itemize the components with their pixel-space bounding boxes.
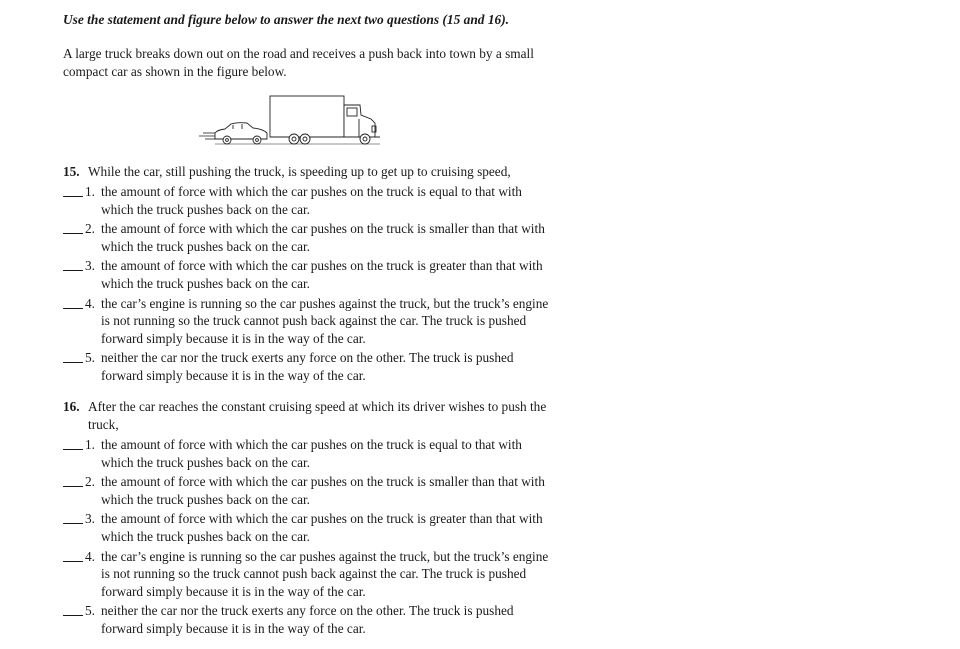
answer-choice <box>63 473 553 508</box>
answer-choices <box>63 436 553 638</box>
answer-blank[interactable] <box>63 196 83 197</box>
choice-text: neither the car nor the truck exerts any force on the other. The truck is pushed forward simply because it is in the way of the car. <box>101 603 514 636</box>
choice-number: 2. <box>85 474 95 490</box>
answer-choices <box>63 183 553 385</box>
answer-choice <box>63 436 553 471</box>
choice-number: 1. <box>85 437 95 452</box>
answer-blank[interactable] <box>63 233 83 234</box>
choice-number: 3. <box>85 258 95 274</box>
answer-choice <box>63 602 553 637</box>
question-stem <box>63 398 553 434</box>
choice-text: the car’s engine is running so the car pushes against the truck, but the truck’s engine is not running so the truck cannot push back against the car. The truck is pushed forward simply because it is in the way of the car. <box>101 295 549 346</box>
choice-text: the amount of force with which the car pushes on the truck is smaller than that with which the truck pushes back on the car. <box>101 221 545 254</box>
choice-number: 5. <box>85 350 95 366</box>
choice-number: 4. <box>85 548 95 564</box>
car-pushing-truck-figure <box>195 93 385 148</box>
problem-statement: A large truck breaks down out on the road and receives a push back into town by a small compact car as shown in the figure below. <box>63 46 534 79</box>
question-16 <box>63 398 553 640</box>
choice-number: 3. <box>85 511 95 527</box>
answer-choice <box>63 295 553 348</box>
answer-blank[interactable] <box>63 362 83 363</box>
choice-text: the amount of force with which the car pushes on the truck is smaller than that with which the truck pushes back on the car. <box>101 474 545 507</box>
answer-blank[interactable] <box>63 615 83 616</box>
answer-choice <box>63 548 553 601</box>
truck-icon <box>270 96 380 144</box>
answer-blank[interactable] <box>63 561 83 562</box>
choice-text: the amount of force with which the car pushes on the truck is greater than that with which the truck pushes back on the car. <box>101 258 543 291</box>
answer-blank[interactable] <box>63 449 83 450</box>
answer-blank[interactable] <box>63 486 83 487</box>
answer-choice <box>63 510 553 545</box>
answer-blank[interactable] <box>63 308 83 309</box>
answer-choice <box>63 349 553 384</box>
question-15 <box>63 163 553 387</box>
car-icon <box>215 123 267 144</box>
question-text: While the car, still pushing the truck, is speeding up to get up to cruising speed, <box>88 164 511 179</box>
answer-choice <box>63 257 553 292</box>
choice-number: 4. <box>85 295 95 311</box>
choice-number: 5. <box>85 603 95 619</box>
choice-text: neither the car nor the truck exerts any force on the other. The truck is pushed forward simply because it is in the way of the car. <box>101 350 514 383</box>
choice-text: the amount of force with which the car pushes on the truck is equal to that with which the truck pushes back on the car. <box>101 184 522 217</box>
choice-text: the amount of force with which the car pushes on the truck is equal to that with which the truck pushes back on the car. <box>101 437 522 470</box>
question-number: 15. <box>63 164 80 179</box>
choice-text: the car’s engine is running so the car pushes against the truck, but the truck’s engine is not running so the truck cannot push back against the car. The truck is pushed forward simply because it is in the way of the car. <box>101 548 549 599</box>
answer-blank[interactable] <box>63 523 83 524</box>
answer-blank[interactable] <box>63 270 83 271</box>
choice-number: 1. <box>85 184 95 199</box>
instruction-heading: Use the statement and figure below to answer the next two questions (15 and 16). <box>63 12 510 27</box>
question-number: 16. <box>63 399 80 414</box>
answer-choice <box>63 220 553 255</box>
choice-text: the amount of force with which the car pushes on the truck is greater than that with which the truck pushes back on the car. <box>101 511 543 544</box>
answer-choice <box>63 183 553 218</box>
choice-number: 2. <box>85 221 95 237</box>
question-text: After the car reaches the constant cruising speed at which its driver wishes to push the truck, <box>88 399 547 432</box>
question-stem <box>63 163 553 181</box>
motion-lines-icon <box>199 133 217 139</box>
